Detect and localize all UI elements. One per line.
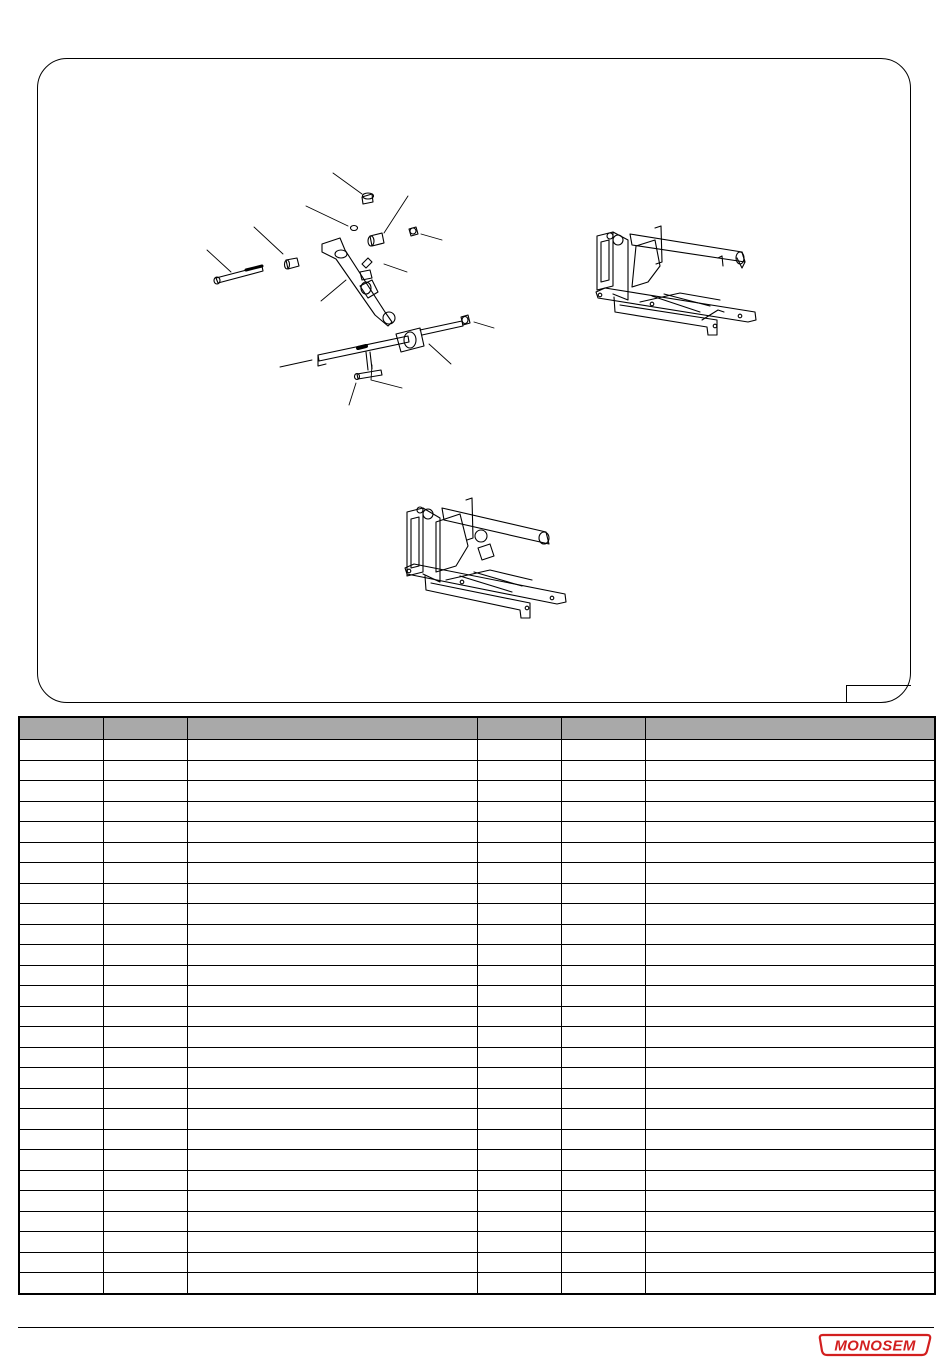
- table-cell: [103, 822, 187, 843]
- table-cell: [103, 965, 187, 986]
- table-cell: [19, 842, 103, 863]
- table-cell: [477, 986, 561, 1007]
- table-cell: [561, 740, 645, 761]
- table-row: [19, 1150, 935, 1171]
- table-cell: [103, 1232, 187, 1253]
- table-cell: [477, 945, 561, 966]
- table-cell: [103, 1211, 187, 1232]
- table-cell: [103, 863, 187, 884]
- table-cell: [561, 1047, 645, 1068]
- table-cell: [645, 1150, 935, 1171]
- cap-part: [362, 193, 374, 204]
- table-cell: [103, 904, 187, 925]
- table-cell: [561, 1232, 645, 1253]
- pin-part: [355, 370, 383, 380]
- table-cell: [477, 883, 561, 904]
- table-cell: [19, 1068, 103, 1089]
- table-cell: [561, 1191, 645, 1212]
- table-cell: [19, 1129, 103, 1150]
- table-row: [19, 1252, 935, 1273]
- frame-assembly-view-1: [596, 226, 756, 335]
- table-cell: [19, 965, 103, 986]
- table-cell: [477, 924, 561, 945]
- table-cell: [187, 801, 477, 822]
- table-cell: [19, 1252, 103, 1273]
- bushing-part: [368, 233, 384, 246]
- table-cell: [103, 1170, 187, 1191]
- table-cell: [561, 1068, 645, 1089]
- table-cell: [561, 1027, 645, 1048]
- table-cell: [561, 965, 645, 986]
- table-cell: [19, 1027, 103, 1048]
- table-cell: [187, 1252, 477, 1273]
- leader-lines: [207, 173, 494, 405]
- table-cell: [477, 1273, 561, 1294]
- table-cell: [103, 1109, 187, 1130]
- table-cell: [561, 1273, 645, 1294]
- footer-rule: [18, 1327, 934, 1328]
- table-cell: [187, 1027, 477, 1048]
- table-row: [19, 904, 935, 925]
- table-cell: [19, 1088, 103, 1109]
- table-cell: [645, 842, 935, 863]
- table-cell: [187, 1129, 477, 1150]
- table-row: [19, 1232, 935, 1253]
- table-cell: [187, 1047, 477, 1068]
- table-cell: [103, 1088, 187, 1109]
- nut-part: [409, 227, 418, 236]
- table-cell: [477, 1232, 561, 1253]
- table-cell: [561, 842, 645, 863]
- table-cell: [645, 1170, 935, 1191]
- table-cell: [19, 740, 103, 761]
- table-cell: [561, 1088, 645, 1109]
- monosem-logo: [817, 1330, 933, 1360]
- table-row: [19, 1088, 935, 1109]
- table-row: [19, 1211, 935, 1232]
- table-cell: [645, 1191, 935, 1212]
- table-cell: [103, 801, 187, 822]
- table-row: [19, 1109, 935, 1130]
- table-cell: [103, 1150, 187, 1171]
- axle-part: [318, 321, 463, 366]
- column-header: [645, 717, 935, 740]
- column-header: [477, 717, 561, 740]
- table-cell: [645, 965, 935, 986]
- table-cell: [561, 986, 645, 1007]
- table-cell: [477, 1027, 561, 1048]
- table-row: [19, 1191, 935, 1212]
- table-cell: [103, 781, 187, 802]
- table-cell: [561, 945, 645, 966]
- table-cell: [561, 1211, 645, 1232]
- table-row: [19, 1068, 935, 1089]
- table-cell: [187, 1006, 477, 1027]
- table-cell: [187, 904, 477, 925]
- table-cell: [19, 924, 103, 945]
- table-cell: [187, 1068, 477, 1089]
- table-cell: [645, 1232, 935, 1253]
- table-cell: [187, 924, 477, 945]
- table-cell: [561, 863, 645, 884]
- end-nut-part: [461, 315, 470, 325]
- table-cell: [103, 740, 187, 761]
- table-cell: [187, 1109, 477, 1130]
- table-row: [19, 965, 935, 986]
- column-header: [19, 717, 103, 740]
- table-cell: [187, 822, 477, 843]
- table-cell: [645, 1109, 935, 1130]
- table-cell: [645, 801, 935, 822]
- table-row: [19, 822, 935, 843]
- table-cell: [19, 904, 103, 925]
- table-row: [19, 1027, 935, 1048]
- table-cell: [645, 1088, 935, 1109]
- table-cell: [561, 822, 645, 843]
- table-cell: [19, 1047, 103, 1068]
- table-cell: [187, 842, 477, 863]
- table-cell: [561, 1170, 645, 1191]
- table-cell: [19, 1006, 103, 1027]
- table-cell: [187, 945, 477, 966]
- table-cell: [187, 883, 477, 904]
- table-row: [19, 1273, 935, 1294]
- table-cell: [19, 781, 103, 802]
- parts-table: [18, 716, 936, 1295]
- table-cell: [19, 883, 103, 904]
- table-row: [19, 986, 935, 1007]
- table-row: [19, 924, 935, 945]
- table-cell: [187, 1232, 477, 1253]
- table-cell: [187, 1191, 477, 1212]
- table-cell: [645, 1273, 935, 1294]
- table-cell: [645, 945, 935, 966]
- table-cell: [187, 1211, 477, 1232]
- table-cell: [19, 945, 103, 966]
- table-cell: [103, 924, 187, 945]
- table-cell: [645, 986, 935, 1007]
- table-cell: [187, 986, 477, 1007]
- table-cell: [477, 740, 561, 761]
- table-cell: [645, 1006, 935, 1027]
- column-header: [187, 717, 477, 740]
- table-row: [19, 1129, 935, 1150]
- table-cell: [187, 1088, 477, 1109]
- table-cell: [103, 1006, 187, 1027]
- table-cell: [19, 760, 103, 781]
- table-cell: [477, 1006, 561, 1027]
- table-cell: [19, 1211, 103, 1232]
- table-cell: [187, 781, 477, 802]
- table-cell: [187, 760, 477, 781]
- table-cell: [645, 924, 935, 945]
- table-cell: [645, 781, 935, 802]
- table-cell: [103, 1252, 187, 1273]
- table-cell: [477, 1150, 561, 1171]
- table-cell: [19, 1170, 103, 1191]
- table-cell: [645, 1047, 935, 1068]
- table-row: [19, 1170, 935, 1191]
- roll-pin-part: [366, 352, 372, 370]
- table-cell: [645, 1129, 935, 1150]
- table-cell: [103, 760, 187, 781]
- table-row: [19, 740, 935, 761]
- table-cell: [103, 1191, 187, 1212]
- table-cell: [477, 1252, 561, 1273]
- table-cell: [19, 1273, 103, 1294]
- svg-text:MONOSEM: MONOSEM: [834, 1337, 916, 1355]
- table-cell: [477, 801, 561, 822]
- table-cell: [561, 781, 645, 802]
- table-cell: [645, 904, 935, 925]
- table-cell: [561, 1006, 645, 1027]
- parts-table-body: [19, 740, 935, 1295]
- long-bolt-part: [214, 266, 263, 284]
- table-cell: [19, 1232, 103, 1253]
- column-header: [103, 717, 187, 740]
- table-cell: [645, 863, 935, 884]
- table-cell: [645, 1068, 935, 1089]
- table-cell: [19, 801, 103, 822]
- table-cell: [477, 965, 561, 986]
- table-row: [19, 945, 935, 966]
- table-cell: [561, 1129, 645, 1150]
- table-cell: [477, 760, 561, 781]
- table-cell: [561, 924, 645, 945]
- table-cell: [477, 1088, 561, 1109]
- reference-box: [846, 685, 911, 703]
- column-header: [561, 717, 645, 740]
- table-cell: [103, 1047, 187, 1068]
- table-cell: [561, 760, 645, 781]
- table-cell: [561, 883, 645, 904]
- table-cell: [477, 1170, 561, 1191]
- table-cell: [103, 986, 187, 1007]
- table-row: [19, 842, 935, 863]
- table-cell: [103, 945, 187, 966]
- table-cell: [103, 1129, 187, 1150]
- table-cell: [19, 1191, 103, 1212]
- table-cell: [19, 986, 103, 1007]
- table-cell: [645, 1252, 935, 1273]
- table-cell: [103, 1027, 187, 1048]
- table-cell: [477, 1068, 561, 1089]
- exploded-assembly: [207, 173, 494, 405]
- table-cell: [561, 904, 645, 925]
- table-row: [19, 801, 935, 822]
- table-row: [19, 863, 935, 884]
- table-cell: [477, 1129, 561, 1150]
- table-cell: [103, 883, 187, 904]
- table-cell: [477, 904, 561, 925]
- table-cell: [477, 1047, 561, 1068]
- table-cell: [561, 801, 645, 822]
- table-row: [19, 760, 935, 781]
- washer-part: [351, 226, 358, 231]
- table-row: [19, 883, 935, 904]
- table-cell: [645, 822, 935, 843]
- frame-assembly-view-2: [405, 498, 566, 618]
- table-cell: [19, 863, 103, 884]
- table-cell: [645, 740, 935, 761]
- table-cell: [187, 1150, 477, 1171]
- table-cell: [645, 1027, 935, 1048]
- table-cell: [561, 1150, 645, 1171]
- table-cell: [561, 1252, 645, 1273]
- table-cell: [477, 863, 561, 884]
- table-cell: [645, 760, 935, 781]
- table-cell: [103, 1273, 187, 1294]
- table-cell: [187, 965, 477, 986]
- table-cell: [477, 1191, 561, 1212]
- table-cell: [103, 842, 187, 863]
- table-cell: [19, 1109, 103, 1130]
- arm-plate-part: [322, 238, 392, 326]
- table-cell: [187, 1273, 477, 1294]
- table-cell: [477, 781, 561, 802]
- table-cell: [477, 822, 561, 843]
- parts-table-header: [19, 717, 935, 740]
- table-row: [19, 1047, 935, 1068]
- table-cell: [561, 1109, 645, 1130]
- table-cell: [645, 1211, 935, 1232]
- table-row: [19, 1006, 935, 1027]
- table-cell: [19, 822, 103, 843]
- spacer-part: [285, 258, 300, 269]
- table-row: [19, 781, 935, 802]
- table-cell: [187, 863, 477, 884]
- table-cell: [477, 1211, 561, 1232]
- table-cell: [187, 1170, 477, 1191]
- table-cell: [187, 740, 477, 761]
- table-cell: [645, 883, 935, 904]
- table-cell: [477, 1109, 561, 1130]
- table-cell: [477, 842, 561, 863]
- table-cell: [19, 1150, 103, 1171]
- table-cell: [103, 1068, 187, 1089]
